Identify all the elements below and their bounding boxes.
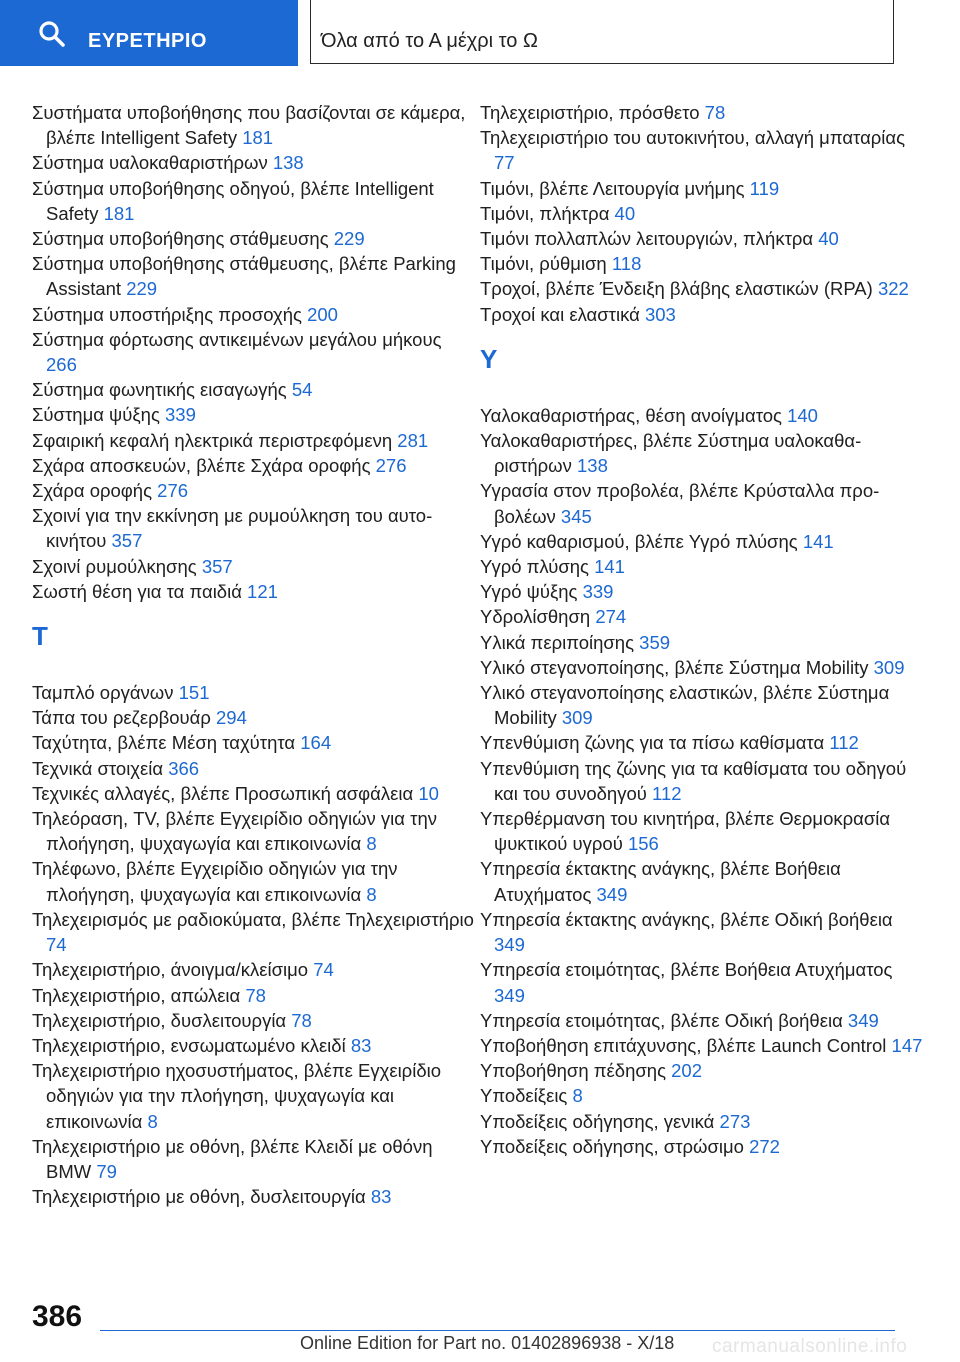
index-entry	[480, 907, 925, 957]
index-entry	[480, 680, 925, 730]
index-entry	[32, 781, 477, 806]
index-entry-text: Ταχύτητα, βλέπε Μέση ταχύτητα	[32, 732, 296, 754]
index-entry	[32, 226, 477, 251]
index-entry	[480, 630, 925, 655]
index-entry	[480, 1058, 925, 1083]
page-link[interactable]: 8	[366, 883, 377, 905]
section-title-box	[310, 0, 894, 64]
index-letter-heading: Τ	[32, 621, 48, 652]
page-link[interactable]: 349	[494, 934, 525, 956]
index-entry	[32, 428, 477, 453]
index-search-tab[interactable]	[0, 0, 298, 66]
index-entry-text: Υγρασία στον προβολέα, βλέπε Κρύσταλλα προβολέων	[480, 480, 880, 527]
index-entry-text: Τηλεχειριστήριο, ενσωματωμένο κλειδί	[32, 1034, 346, 1056]
index-entry-text: Τηλεχειριστήριο, πρόσθετο	[480, 102, 700, 123]
index-entry	[480, 403, 925, 428]
page-link[interactable]: 309	[873, 656, 905, 678]
index-entry	[32, 730, 477, 755]
index-entry	[32, 856, 477, 906]
page-link[interactable]: 322	[877, 278, 909, 300]
page-link[interactable]: 276	[375, 454, 407, 476]
index-entry	[480, 428, 925, 478]
index-entry-text: Τιμόνι, πλήκτρα	[480, 202, 610, 224]
index-entry-text: Τηλεόραση, TV, βλέπε Εγχειρίδιο οδηγιών για την πλοήγηση, ψυχαγωγία και επικοινωνία	[32, 808, 437, 855]
index-entry	[480, 276, 925, 301]
index-entry-text: Υδρολίσθηση	[480, 606, 591, 628]
index-entry	[32, 327, 477, 377]
index-entry-text: Σύστημα υαλοκαθαριστήρων	[32, 152, 268, 174]
index-entry	[480, 1109, 925, 1134]
index-entry	[480, 1008, 925, 1033]
index-entry	[480, 1033, 925, 1058]
index-entry	[480, 251, 925, 276]
index-entry-text: Τιμόνι, ρύθμιση	[480, 253, 607, 275]
page-link[interactable]: 349	[494, 984, 525, 1006]
index-entry-text: Υγρό καθαρισμού, βλέπε Υγρό πλύσης	[480, 530, 798, 552]
header-bar	[0, 0, 960, 66]
page-link[interactable]: 140	[787, 404, 818, 426]
section-title: Όλα από το Α μέχρι το Ω	[321, 30, 538, 52]
page-link[interactable]: 141	[802, 530, 834, 552]
index-entry	[32, 251, 477, 301]
index-entry	[32, 806, 477, 856]
index-entry-text: Τιμόνι πολλαπλών λειτουργιών, πλήκτρα	[480, 228, 814, 250]
page-link[interactable]: 141	[594, 556, 625, 578]
page-link[interactable]: 83	[370, 1186, 392, 1208]
index-entry	[32, 176, 477, 226]
page-link[interactable]: 202	[671, 1060, 703, 1082]
page-link[interactable]: 349	[596, 883, 628, 905]
index-entry-text: Υπηρεσία έκτακτης ανάγκης, βλέπε Οδική βοήθεια	[480, 908, 893, 930]
index-entry	[32, 1008, 477, 1033]
page-link[interactable]: 74	[313, 959, 334, 981]
index-entry-text: Υπενθύμιση της ζώνης για τα καθίσματα του οδηγού και του συνοδηγού	[480, 757, 907, 804]
page-link[interactable]: 8	[366, 833, 377, 855]
index-entry-text: Τηλεχειριστήριο με οθόνη, βλέπε Κλειδί με οθόνη BMW	[32, 1135, 433, 1182]
page-link[interactable]: 83	[350, 1034, 372, 1056]
index-entry-text: Σχάρα οροφής	[32, 480, 153, 502]
index-entry-text: Σύστημα υποβοήθησης στάθμευσης	[32, 228, 329, 250]
page-link[interactable]: 357	[111, 530, 143, 552]
index-entry	[32, 150, 477, 175]
index-entry-text: Υπηρεσία ετοιμότητας, βλέπε Βοήθεια Ατυχήματος	[480, 959, 893, 981]
index-entry	[32, 554, 477, 579]
index-entry-text: Υποβοήθηση πέδησης	[480, 1060, 666, 1082]
page-link[interactable]: 339	[165, 404, 196, 426]
page-link[interactable]: 276	[157, 480, 189, 502]
index-entry-text: Τηλεχειρισμός με ραδιοκύματα, βλέπε Τηλεχειριστήριο	[32, 908, 474, 930]
index-entry-text: Σύστημα υποβοήθησης στάθμευσης, βλέπε Parking Assistant	[32, 253, 456, 300]
index-entry-text: Υπερθέρμανση του κινητήρα, βλέπε Θερμοκρασία ψυκτικού υγρού	[480, 808, 891, 855]
index-entry-text: Τηλεχειριστήριο του αυτοκινήτου, αλλαγή μπαταρίας	[480, 127, 906, 149]
index-entry	[480, 529, 925, 554]
index-entry	[480, 176, 925, 201]
index-entry-text: Σωστή θέση για τα παιδιά	[32, 580, 242, 602]
index-entry-text: Σύστημα φωνητικής εισαγωγής	[32, 379, 287, 401]
page-link[interactable]: 118	[611, 253, 642, 275]
index-entry-text: Υλικά περιποίησης	[480, 631, 635, 653]
index-entry-text: Υπηρεσία έκτακτης ανάγκης, βλέπε Βοήθεια Ατυχήματος	[480, 858, 841, 905]
index-entry	[480, 302, 925, 327]
index-entry	[32, 100, 477, 150]
index-entry-text: Σύστημα υποβοήθησης οδηγού, βλέπε Intelligent Safety	[32, 177, 434, 224]
index-entry-text: Σύστημα φόρτωσης αντικειμένων μεγάλου μήκους	[32, 328, 442, 350]
index-entry	[480, 655, 925, 680]
index-entry	[480, 579, 925, 604]
index-entry	[32, 957, 477, 982]
index-entry-text: Υποβοήθηση επιτάχυνσης, βλέπε Launch Control	[480, 1034, 887, 1056]
page-link[interactable]: 112	[829, 732, 859, 754]
page-link[interactable]: 366	[168, 757, 200, 779]
index-entry	[32, 402, 477, 427]
index-entry	[32, 579, 477, 604]
index-entry	[480, 806, 925, 856]
index-entry	[480, 756, 925, 806]
index-entry-text: Τιμόνι, βλέπε Λειτουργία μνήμης	[480, 177, 745, 199]
page-link[interactable]: 78	[291, 1009, 312, 1031]
index-entry	[32, 1058, 477, 1134]
index-entry-text: Τάπα του ρεζερβουάρ	[32, 707, 211, 729]
index-entry	[480, 604, 925, 629]
index-entry	[32, 1033, 477, 1058]
index-entry-text: Σύστημα ψύξης	[32, 404, 160, 426]
index-entry	[32, 377, 477, 402]
index-entry-text: Τηλεχειριστήριο, άνοιγμα/κλείσιμο	[32, 959, 309, 981]
page-link[interactable]: 40	[614, 202, 636, 224]
page-link[interactable]: 79	[96, 1160, 117, 1182]
page-link[interactable]: 119	[749, 177, 780, 199]
index-entry	[32, 1134, 477, 1184]
index-entry	[32, 302, 477, 327]
index-letter-heading: Υ	[480, 343, 498, 374]
index-entry	[480, 201, 925, 226]
index-entry	[480, 478, 925, 528]
index-entry-text: Τεχνικά στοιχεία	[32, 757, 164, 779]
page-link[interactable]: 273	[719, 1110, 751, 1132]
page-link[interactable]: 10	[418, 782, 439, 804]
index-entry	[32, 453, 477, 478]
index-entry-text: Τεχνικές αλλαγές, βλέπε Προσωπική ασφάλεια	[32, 782, 414, 804]
index-entry-text: Υαλοκαθαριστήρες, βλέπε Σύστημα υαλοκαθαριστήρων	[480, 430, 862, 477]
page-link[interactable]: 151	[178, 682, 210, 704]
index-entry	[32, 907, 477, 957]
page-link[interactable]: 147	[891, 1034, 923, 1056]
page-link[interactable]: 77	[494, 152, 515, 174]
search-icon	[38, 20, 66, 48]
page-link[interactable]: 357	[201, 555, 233, 577]
index-entry-text: Τηλεχειριστήριο με οθόνη, δυσλειτουργία	[32, 1186, 366, 1208]
index-column-left	[32, 100, 477, 1209]
index-entry-text: Σχοινί για την εκκίνηση με ρυμούλκηση του αυτοκινήτου	[32, 505, 433, 552]
page-link[interactable]: 8	[572, 1085, 583, 1107]
footer-divider	[100, 1330, 895, 1331]
index-entry-text: Σφαιρική κεφαλή ηλεκτρικά περιστρεφόμενη	[32, 429, 393, 451]
page-link[interactable]: 345	[560, 505, 592, 527]
page-link[interactable]: 112	[652, 782, 682, 804]
index-entry	[480, 957, 925, 1007]
index-entry-text: Τηλέφωνο, βλέπε Εγχειρίδιο οδηγιών για την πλοήγηση, ψυχαγωγία και επικοινωνία	[32, 858, 398, 905]
page-link[interactable]: 294	[216, 707, 247, 729]
page-link[interactable]: 8	[147, 1110, 158, 1132]
page-link[interactable]: 74	[46, 934, 67, 956]
index-entry	[32, 478, 477, 503]
index-entry	[480, 730, 925, 755]
page-link[interactable]: 272	[749, 1135, 780, 1157]
index-entry	[480, 554, 925, 579]
index-entry	[480, 125, 925, 175]
page-link[interactable]: 303	[644, 303, 676, 325]
index-entry	[480, 1134, 925, 1159]
index-entry-text: Υπηρεσία ετοιμότητας, βλέπε Οδική βοήθεια	[480, 1009, 843, 1031]
index-entry-text: Υποδείξεις οδήγησης, στρώσιμο	[480, 1135, 744, 1157]
index-entry	[32, 756, 477, 781]
edition-footer: Online Edition for Part no. 01402896938 - X/18	[300, 1333, 675, 1353]
index-entry	[32, 680, 477, 705]
page-link[interactable]: 138	[272, 152, 304, 174]
index-entry-text: Τηλεχειριστήριο, απώλεια	[32, 984, 241, 1006]
index-entry-text: Υποδείξεις	[480, 1085, 568, 1107]
page-link[interactable]: 339	[582, 581, 614, 603]
index-entry-text: Τροχοί και ελαστικά	[480, 303, 640, 325]
index-entry	[32, 983, 477, 1008]
index-entry-text: Υγρό ψύξης	[480, 581, 578, 603]
page-link[interactable]: 359	[639, 631, 671, 653]
page-link[interactable]: 266	[46, 354, 77, 376]
index-entry-text: Σύστημα υποστήριξης προσοχής	[32, 303, 302, 325]
index-entry-text: Συστήματα υποβοήθησης που βασίζονται σε κάμερα, βλέπε Intelligent Safety	[32, 102, 466, 149]
page-link[interactable]: 54	[291, 379, 313, 401]
page-link[interactable]: 200	[307, 303, 338, 325]
page-link[interactable]: 229	[126, 278, 158, 300]
page-link[interactable]: 138	[577, 455, 608, 477]
index-entry-text: Τηλεχειριστήριο ηχοσυστήματος, βλέπε Εγχειρίδιο οδηγιών για την πλοήγηση, ψυχαγωγία και επικοινωνία	[32, 1060, 442, 1132]
index-tab-label: ΕΥΡΕΤΗΡΙΟ	[88, 30, 207, 52]
index-entry-text: Ταμπλό οργάνων	[32, 682, 174, 704]
page-link[interactable]: 229	[333, 228, 365, 250]
index-entry	[32, 1184, 477, 1209]
page-link[interactable]: 281	[397, 429, 429, 451]
index-entry	[480, 226, 925, 251]
page-number: 386	[32, 1300, 83, 1333]
page-link[interactable]: 309	[561, 707, 593, 729]
page-link[interactable]: 121	[247, 580, 278, 602]
page-link[interactable]: 78	[245, 984, 266, 1006]
page-link[interactable]: 181	[242, 127, 274, 149]
index-entry-text: Υαλοκαθαριστήρας, θέση ανοίγματος	[480, 404, 782, 426]
index-entry	[480, 1083, 925, 1108]
index-entry-text: Τηλεχειριστήριο, δυσλειτουργία	[32, 1009, 287, 1031]
page-link[interactable]: 181	[103, 202, 135, 224]
page-link[interactable]: 78	[704, 102, 726, 123]
index-entry	[480, 100, 925, 125]
index-entry-text: Σχοινί ρυμούλκησης	[32, 555, 197, 577]
index-entry-text: Υγρό πλύσης	[480, 556, 589, 578]
index-entry-text: Υλικό στεγανοποίησης ελαστικών, βλέπε Σύστημα Mobility	[480, 682, 890, 729]
page-link[interactable]: 40	[818, 228, 839, 250]
index-entry	[32, 503, 477, 553]
index-entry	[32, 705, 477, 730]
index-entry-text: Υπενθύμιση ζώνης για τα πίσω καθίσματα	[480, 732, 825, 754]
index-entry	[480, 856, 925, 906]
index-column-right	[480, 100, 925, 1159]
page-link[interactable]: 164	[300, 732, 332, 754]
watermark: carmanualsonline.info	[712, 1336, 908, 1357]
page-link[interactable]: 274	[595, 606, 627, 628]
page-link[interactable]: 349	[847, 1009, 879, 1031]
page-link[interactable]: 156	[627, 833, 659, 855]
index-entry-text: Σχάρα αποσκευών, βλέπε Σχάρα οροφής	[32, 454, 371, 476]
index-entry-text: Υποδείξεις οδήγησης, γενικά	[480, 1110, 715, 1132]
index-entry-text: Τροχοί, βλέπε Ένδειξη βλάβης ελαστικών (RPA)	[480, 278, 873, 300]
index-entry-text: Υλικό στεγανοποίησης, βλέπε Σύστημα Mobility	[480, 656, 869, 678]
